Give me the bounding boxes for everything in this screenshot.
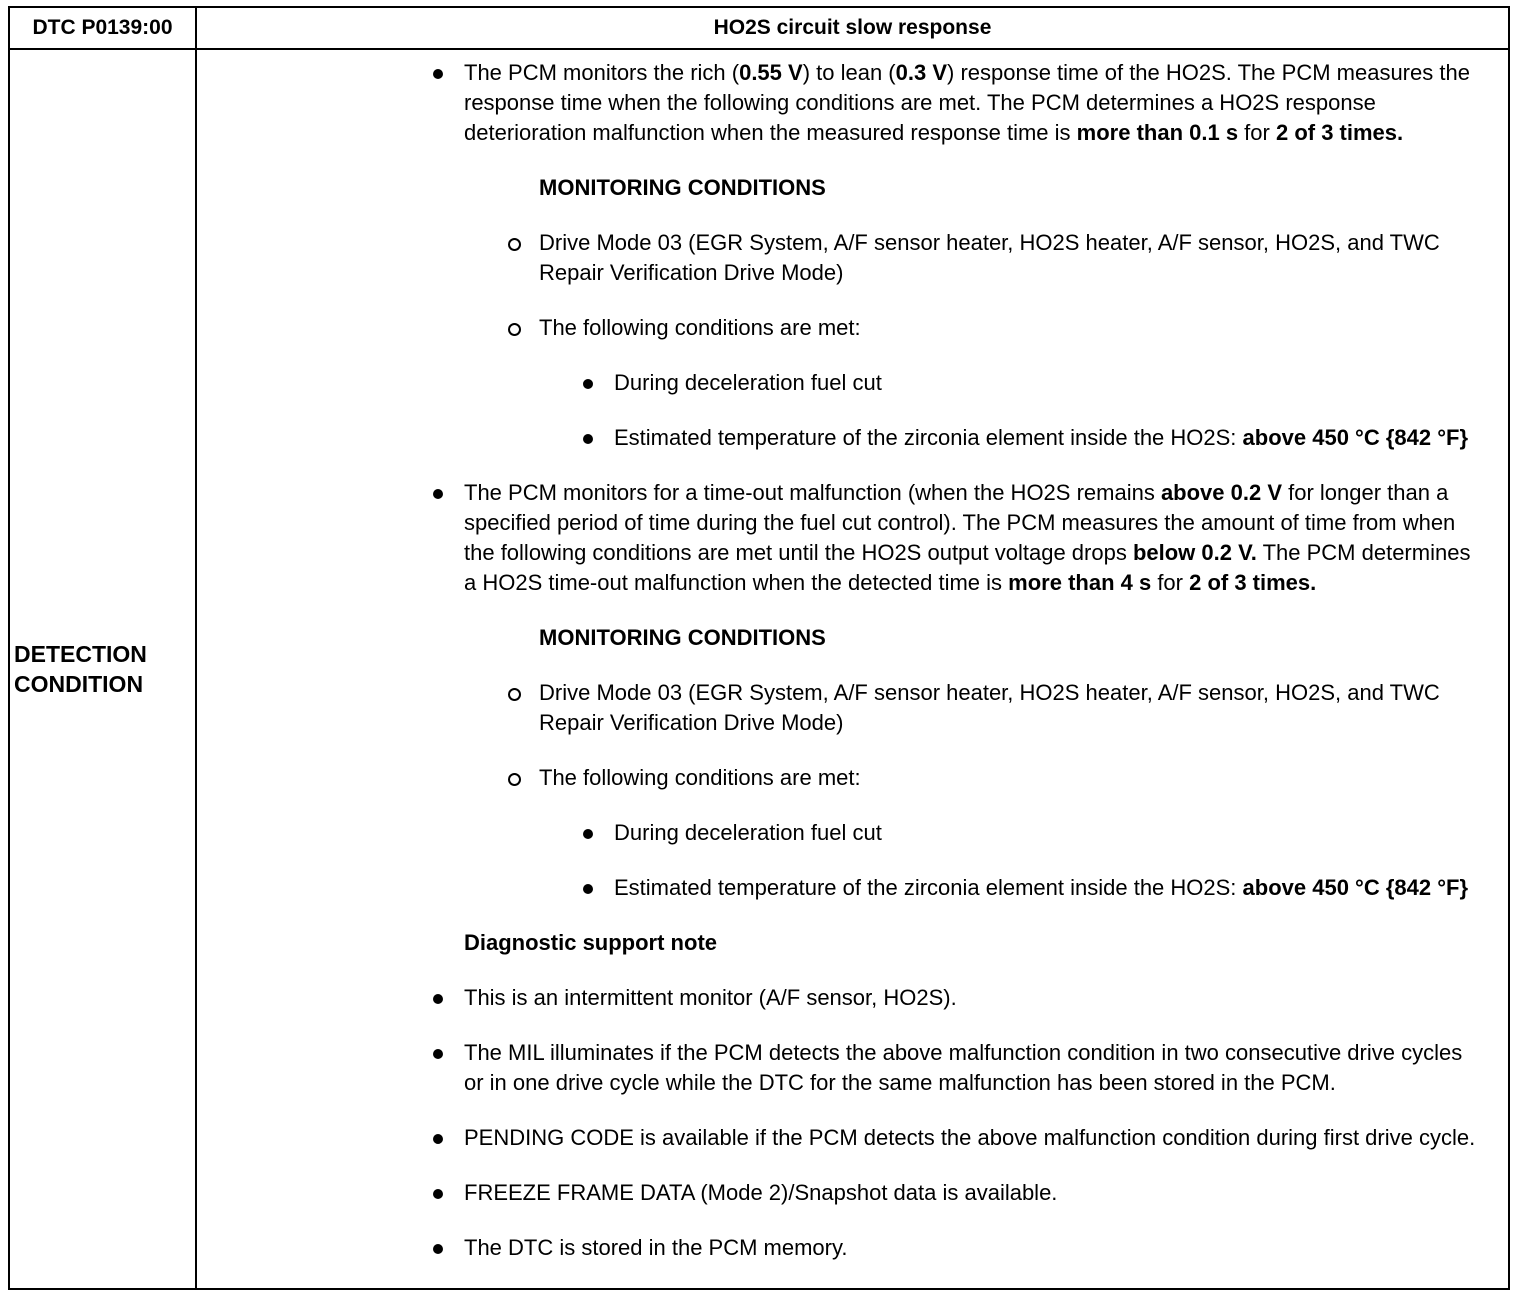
text: The PCM determines a HO2S time-out malfunction when the detected time is (464, 540, 1471, 595)
time-out-item (197, 478, 1478, 598)
bullet-icon (583, 379, 593, 389)
detection-row (9, 49, 1509, 1289)
bullet-icon (433, 1189, 443, 1199)
bullet-icon (433, 1134, 443, 1144)
text: for longer than a specified period of time during the fuel cut control). The PCM measures the amount of time from when the following conditions are met until the HO2S output voltage drops (464, 480, 1456, 565)
detection-condition-content (196, 49, 1509, 1289)
bold-value: 2 of 3 times. (1275, 120, 1404, 145)
text: for (1238, 120, 1276, 145)
text: ) response time of the HO2S. The PCM measures the response time when the following conditions are met. The PCM determines a HO2S response deterioration malfunction when the measured response time is (464, 60, 1470, 145)
bold-value: above 450 °C {842 °F} (1242, 425, 1469, 450)
dtc-title: HO2S circuit slow response (196, 7, 1509, 49)
text: During deceleration fuel cut (614, 820, 882, 845)
text: Estimated temperature of the zirconia element inside the HO2S: (614, 425, 1243, 450)
note-item (197, 1038, 1478, 1098)
sub-condition-item (197, 818, 1478, 848)
text: for (1151, 570, 1190, 595)
text: The following conditions are met: (539, 765, 861, 790)
text: Drive Mode 03 (EGR System, A/F sensor heater, HO2S heater, A/F sensor, HO2S, and TWC Repair Verification Drive Mode) (539, 680, 1440, 735)
side-label-line2: CONDITION (14, 671, 144, 697)
condition-item (197, 313, 1478, 343)
bullet-icon (433, 1049, 443, 1059)
bullet-icon (433, 69, 443, 79)
side-label-line1: DETECTION (14, 641, 147, 667)
text: ) to lean ( (802, 60, 896, 85)
note-item (197, 1233, 1478, 1263)
circle-bullet-icon (508, 323, 521, 336)
bullet-icon (583, 884, 593, 894)
bullet-icon (433, 1244, 443, 1254)
bullet-icon (433, 994, 443, 1004)
sub-condition-item (197, 368, 1478, 398)
condition-item (197, 763, 1478, 793)
note-item (197, 1178, 1478, 1208)
circle-bullet-icon (508, 688, 521, 701)
text: FREEZE FRAME DATA (Mode 2)/Snapshot data is available. (464, 1180, 1058, 1205)
detection-condition-label (9, 49, 196, 1289)
text: During deceleration fuel cut (614, 370, 882, 395)
circle-bullet-icon (508, 238, 521, 251)
text: The PCM monitors for a time-out malfunction (when the HO2S remains (464, 480, 1161, 505)
note-item (197, 1123, 1478, 1153)
text: PENDING CODE is available if the PCM detects the above malfunction condition during first drive cycle. (464, 1125, 1476, 1150)
monitoring-conditions-heading: MONITORING CONDITIONS (539, 175, 826, 200)
bullet-icon (433, 489, 443, 499)
text: The DTC is stored in the PCM memory. (464, 1235, 848, 1260)
text: Estimated temperature of the zirconia element inside the HO2S: (614, 875, 1243, 900)
dtc-code: DTC P0139:00 (9, 7, 196, 49)
dtc-table (8, 6, 1510, 1290)
bold-value: more than 0.1 s (1076, 120, 1239, 145)
text: This is an intermittent monitor (A/F sensor, HO2S). (464, 985, 957, 1010)
bold-value: 0.55 V (739, 60, 803, 85)
text: Drive Mode 03 (EGR System, A/F sensor heater, HO2S heater, A/F sensor, HO2S, and TWC Repair Verification Drive Mode) (539, 230, 1440, 285)
monitoring-conditions-heading: MONITORING CONDITIONS (539, 625, 826, 650)
bold-value: 2 of 3 times. (1189, 570, 1317, 595)
bullet-icon (583, 829, 593, 839)
bold-value: more than 4 s (1008, 570, 1152, 595)
header-row (9, 7, 1509, 49)
sub-condition-item (197, 423, 1478, 453)
bold-value: below 0.2 V. (1132, 540, 1257, 565)
text: The following conditions are met: (539, 315, 861, 340)
text: The MIL illuminates if the PCM detects the above malfunction condition in two consecutive drive cycles or in one drive cycle while the DTC for the same malfunction has been stored in the PCM. (464, 1040, 1463, 1095)
condition-item (197, 228, 1478, 288)
bold-value: above 450 °C {842 °F} (1242, 875, 1469, 900)
text: The PCM monitors the rich ( (464, 60, 740, 85)
response-time-item (197, 58, 1478, 148)
note-item (197, 983, 1478, 1013)
bullet-icon (583, 434, 593, 444)
condition-item (197, 678, 1478, 738)
sub-condition-item (197, 873, 1478, 903)
bold-value: 0.3 V (895, 60, 947, 85)
bold-value: above 0.2 V (1160, 480, 1283, 505)
circle-bullet-icon (508, 773, 521, 786)
diagnostic-support-note-heading: Diagnostic support note (464, 930, 717, 955)
